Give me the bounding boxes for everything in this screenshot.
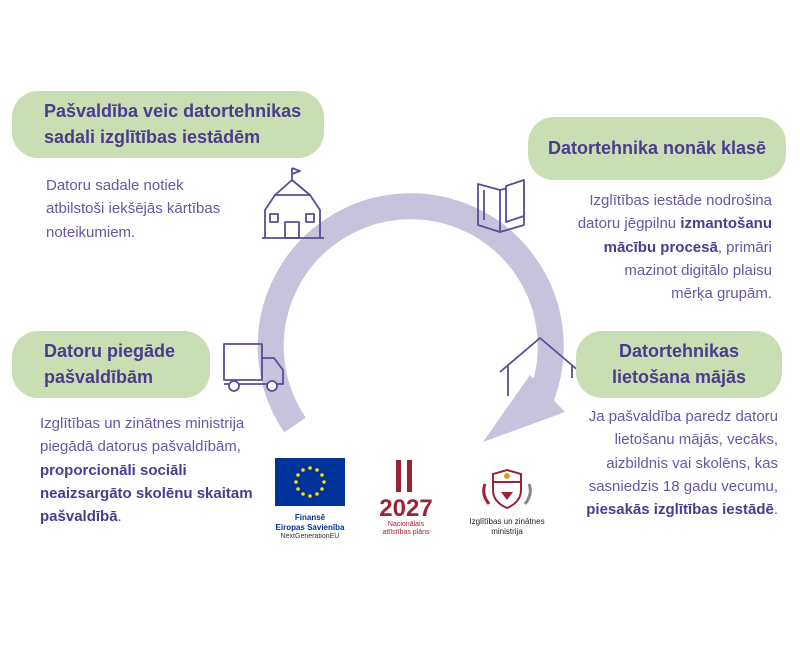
step-delivery-description: Izglītības un zinātnes ministrija piegādā datorus pašvaldībām, proporcionāli sociāli neaizsargāto skolēnu skaitam pašvaldībā. — [40, 415, 253, 525]
step-delivery-title — [12, 331, 210, 398]
step-delivery-title-line1: Datoru piegāde — [44, 341, 176, 362]
step-home-title — [576, 331, 782, 398]
step-distribution-title-line1: Pašvaldība veic datortehnikas — [44, 101, 302, 122]
coat-of-arms-icon — [477, 464, 537, 512]
step-distribution-description: Datoru sadale notiek atbilstoši iekšējās kārtības noteikumiem. — [46, 177, 221, 241]
step-home-title-line2: lietošana mājās — [611, 366, 747, 387]
step-home-description: Ja pašvaldība paredz datoru lietošanu mājās, vecāks, aizbildnis vai skolēns, kas sasniedzis 18 gadu vecumu, piesakās izglītības iestādē. — [586, 408, 778, 518]
step-delivery-title-line2: pašvaldībām — [44, 366, 154, 387]
ministry-logo: Izglītības un zinātnes ministrija — [462, 464, 552, 537]
np2027-bars-icon — [391, 458, 421, 494]
step-classroom-description: Izglītības iestāde nodrošina datoru jēgpilnu izmantošanu mācību procesā, primāri mazinot digitālo plaisu mērķa grupām. — [577, 192, 772, 302]
np2027-logo: 2027 Nacionālais attīstības plāns — [370, 458, 442, 538]
step-classroom-title-text: Datortehnika nonāk klasē — [547, 137, 767, 158]
step-classroom-title — [528, 117, 786, 180]
step-distribution-title — [12, 91, 324, 158]
eu-flag-icon — [275, 458, 345, 506]
eu-funding-logo: Finansē Eiropas Savienība NextGenerationEU — [270, 458, 350, 541]
step-distribution-title-line2: sadali izglītības iestādēm — [44, 126, 261, 147]
step-home-title-line1: Datortehnikas — [618, 341, 740, 362]
